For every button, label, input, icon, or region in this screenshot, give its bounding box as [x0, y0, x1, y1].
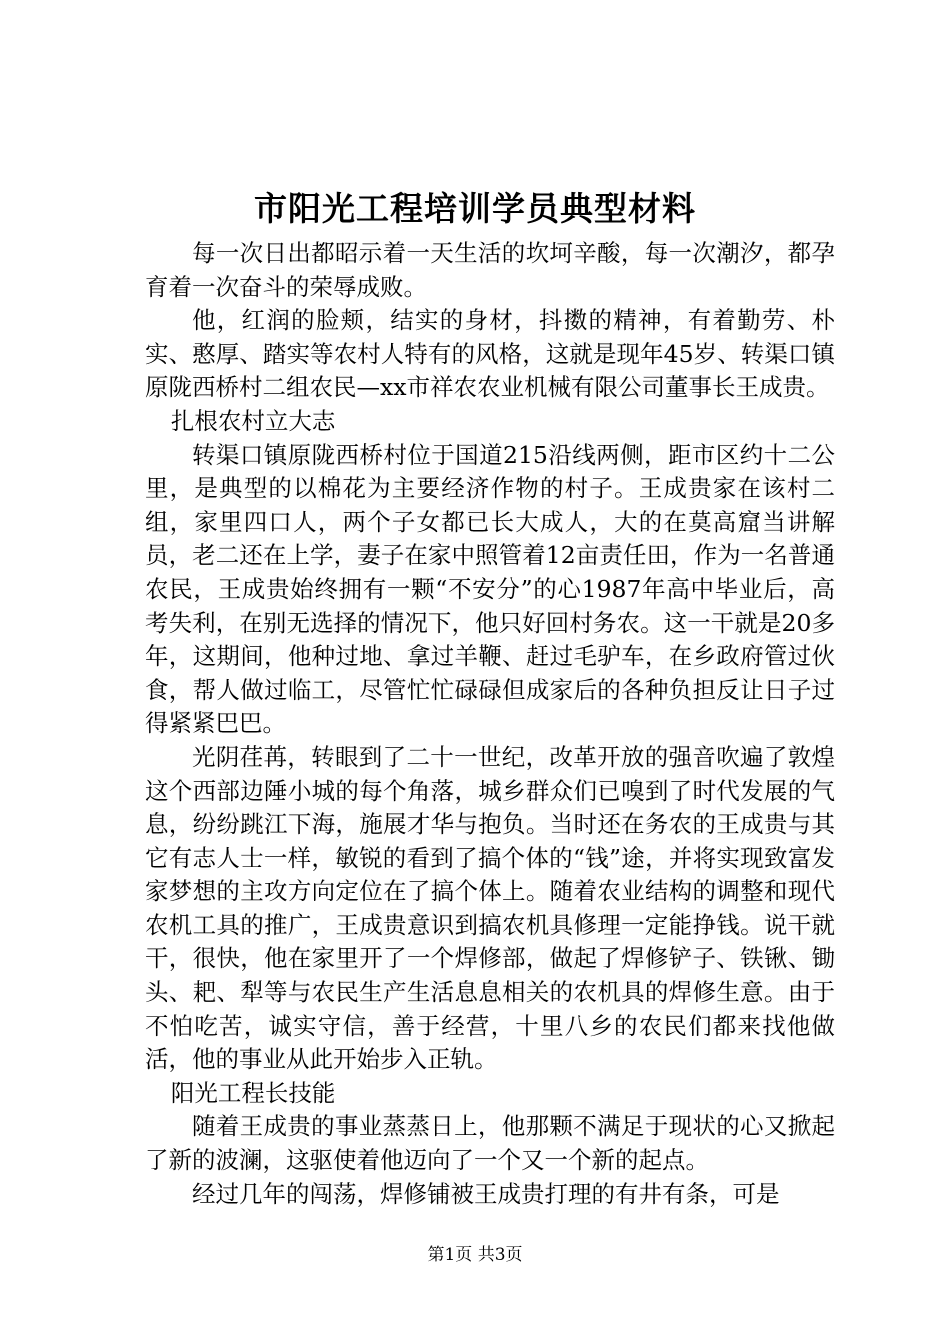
document-title: 市阳光工程培训学员典型材料: [254, 189, 696, 228]
paragraph: 他，红润的脸颊，结实的身材，抖擞的精神，有着勤劳、朴实、憨厚、踏实等农村人特有的风格，这就是现年45岁、转渠口镇原陇西桥村二组农民—xx市祥农农业机械有限公司董事长王成贵。: [145, 306, 835, 402]
page-footer: 第1页 共3页: [427, 1245, 523, 1265]
paragraph: 经过几年的闯荡，焊修铺被王成贵打理的有井有条，可是: [192, 1179, 780, 1208]
paragraph: 随着王成贵的事业蒸蒸日上，他那颗不满足于现状的心又掀起了新的波澜，这驱使着他迈向了一个又一个新的起点。: [145, 1112, 835, 1175]
paragraph: 光阴荏苒，转眼到了二十一世纪，改革开放的强音吹遍了敦煌这个西部边陲小城的每个角落，城乡群众们已嗅到了时代发展的气息，纷纷跳江下海，施展才华与抱负。当时还在务农的王成贵与其它有志人士一样，敏锐的看到了搞个体的“钱”途，并将实现致富发家梦想的主攻方向定位在了搞个体上。随着农业结构的调整和现代农机工具的推广，王成贵意识到搞农机具修理一定能挣钱。说干就干，很快，他在家里开了一个焊修部，做起了焊修铲子、铁锹、锄头、耙、犁等与农民生产生活息息相关的农机具的焊修生意。由于不怕吃苦，诚实守信，善于经营，十里八乡的农民们都来找他做活，他的事业从此开始步入正轨。: [145, 742, 835, 1074]
paragraph: 每一次日出都昭示着一天生活的坎坷辛酸，每一次潮汐，都孕育着一次奋斗的荣辱成败。: [145, 239, 835, 301]
section-heading: 阳光工程长技能: [170, 1078, 336, 1107]
document-body: [145, 237, 835, 1211]
section-heading: 扎根农村立大志: [170, 406, 336, 435]
paragraph: 转渠口镇原陇西桥村位于国道215沿线两侧，距市区约十二公里，是典型的以棉花为主要经济作物的村子。王成贵家在该村二组，家里四口人，两个子女都已长大成人，大的在莫高窟当讲解员，老二还在上学，妻子在家中照管着12亩责任田，作为一名普通农民，王成贵始终拥有一颗“不安分”的心1987年高中毕业后，高考失利，在别无选择的情况下，他只好回村务农。这一干就是20多年，这期间，他种过地、拿过羊鞭、赶过毛驴车，在乡政府管过伙食，帮人做过临工，尽管忙忙碌碌但成家后的各种负担反让日子过得紧紧巴巴。: [145, 440, 835, 738]
